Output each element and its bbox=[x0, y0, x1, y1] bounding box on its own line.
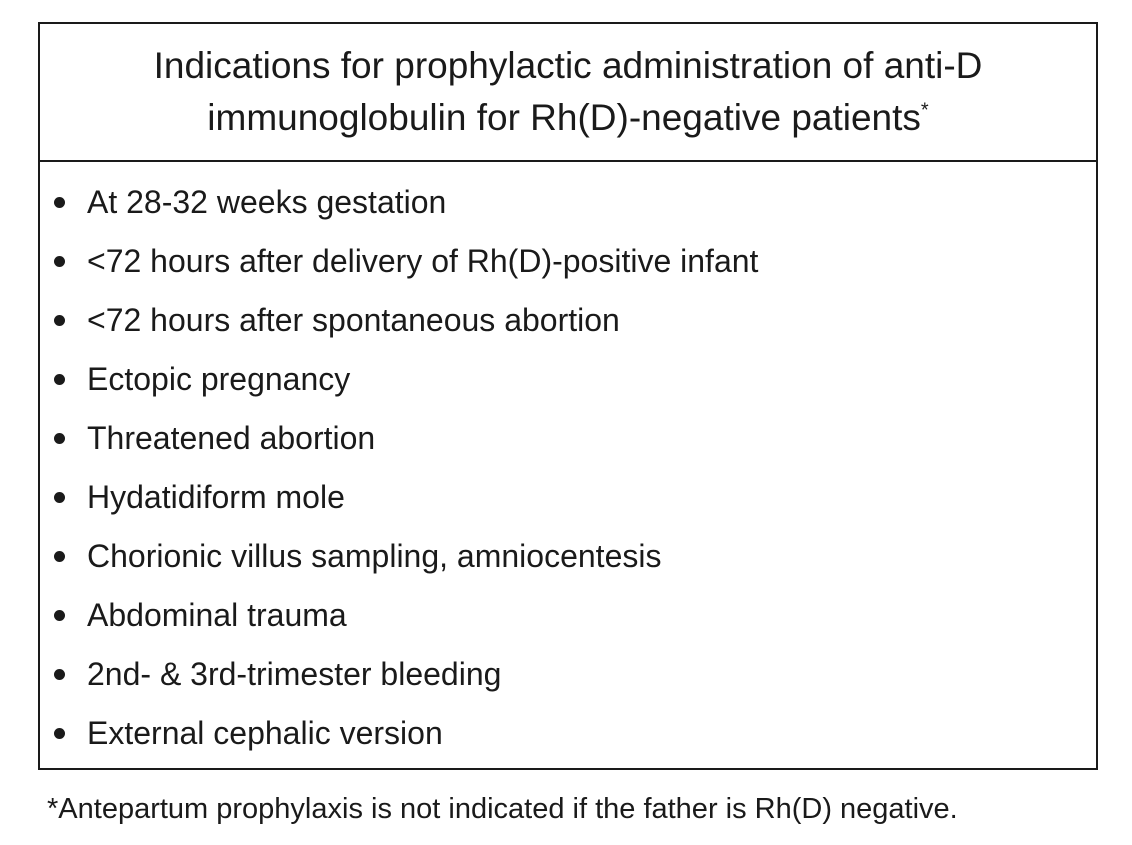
list-item bbox=[40, 645, 1096, 704]
indications-list bbox=[40, 162, 1096, 763]
list-item bbox=[40, 704, 1096, 763]
bullet-icon bbox=[54, 433, 65, 444]
list-item-text: <72 hours after spontaneous abortion bbox=[87, 302, 620, 338]
list-item-text: External cephalic version bbox=[87, 715, 443, 751]
table-title-line-2-text: immunoglobulin for Rh(D)-negative patients bbox=[207, 97, 921, 138]
bullet-icon bbox=[54, 669, 65, 680]
list-item bbox=[40, 232, 1096, 291]
list-item bbox=[40, 409, 1096, 468]
list-item bbox=[40, 173, 1096, 232]
list-item-text: Abdominal trauma bbox=[87, 597, 347, 633]
list-item-text: 2nd- & 3rd-trimester bleeding bbox=[87, 656, 502, 692]
footnote-marker: * bbox=[920, 99, 929, 122]
list-item-text: <72 hours after delivery of Rh(D)-positive infant bbox=[87, 243, 759, 279]
indications-table bbox=[38, 22, 1098, 770]
list-item-text: Chorionic villus sampling, amniocentesis bbox=[87, 538, 662, 574]
bullet-icon bbox=[54, 492, 65, 503]
bullet-icon bbox=[54, 610, 65, 621]
bullet-icon bbox=[54, 315, 65, 326]
bullet-icon bbox=[54, 197, 65, 208]
table-title-line-2 bbox=[40, 92, 1096, 144]
table-header bbox=[40, 24, 1096, 162]
list-item-text: Threatened abortion bbox=[87, 420, 376, 456]
list-item bbox=[40, 291, 1096, 350]
list-item-text: Hydatidiform mole bbox=[87, 479, 345, 515]
bullet-icon bbox=[54, 728, 65, 739]
list-item bbox=[40, 586, 1096, 645]
bullet-icon bbox=[54, 551, 65, 562]
list-item bbox=[40, 350, 1096, 409]
list-item bbox=[40, 468, 1096, 527]
table-title-line-1: Indications for prophylactic administration of anti-D bbox=[153, 45, 983, 86]
list-item bbox=[40, 527, 1096, 586]
list-item-text: Ectopic pregnancy bbox=[87, 361, 351, 397]
list-item-text: At 28-32 weeks gestation bbox=[87, 184, 447, 220]
bullet-icon bbox=[54, 256, 65, 267]
footnote: *Antepartum prophylaxis is not indicated if the father is Rh(D) negative. bbox=[47, 793, 958, 825]
bullet-icon bbox=[54, 374, 65, 385]
